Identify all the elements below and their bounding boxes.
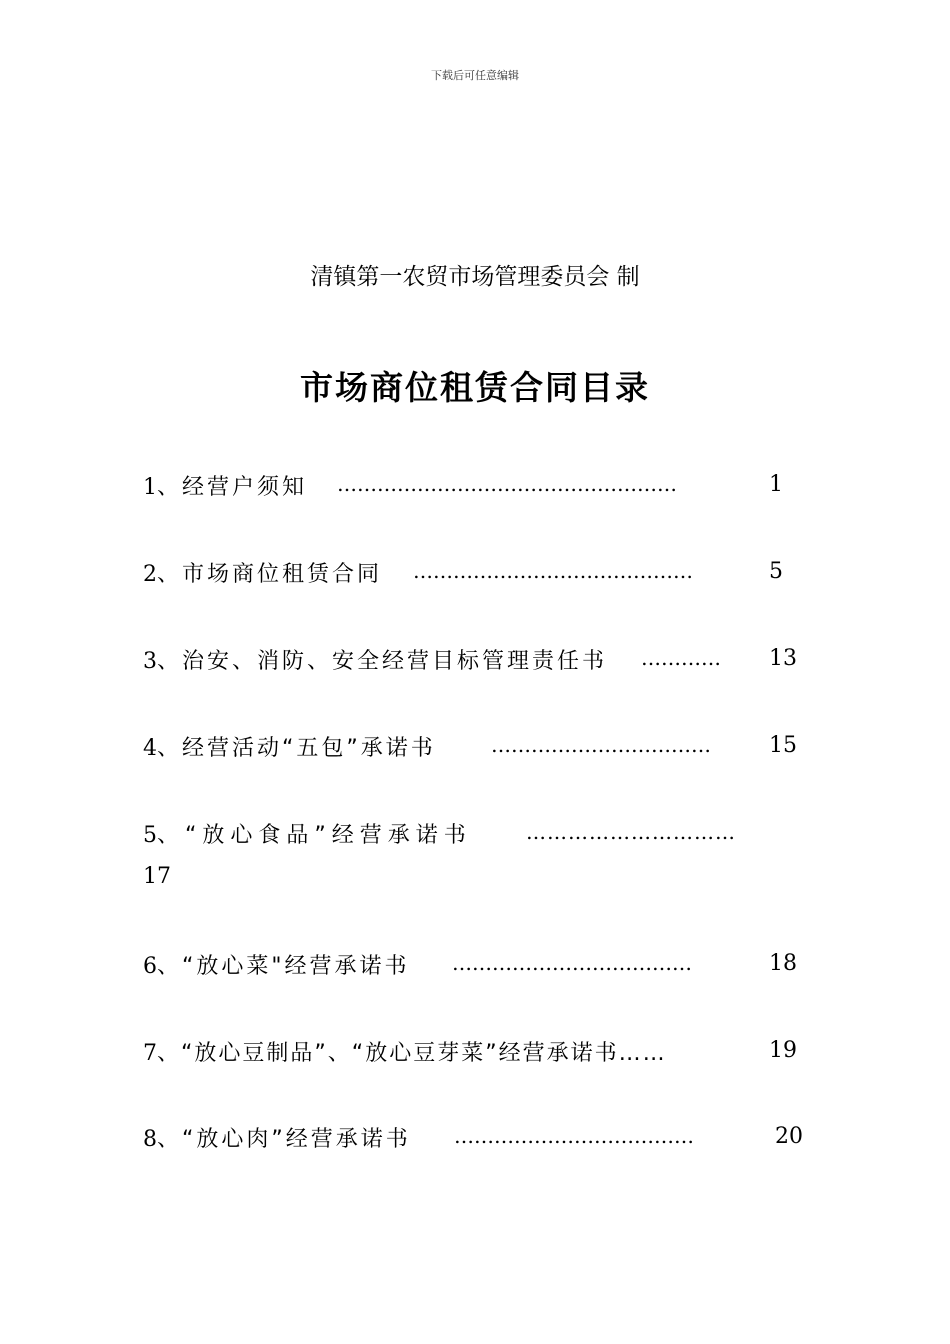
toc-entry-text: 、治安、消防、安全经营目标管理责任书 [157,649,608,674]
toc-page-number: 17 [143,864,171,889]
toc-entry-number: 2 [143,562,157,587]
toc-page-number: 5 [769,559,783,584]
toc-leader: …………………………………………… [337,472,677,496]
toc-entry-number: 7 [143,1041,157,1066]
toc-entry-number: 8 [143,1127,157,1152]
toc-entry-8 [143,1122,411,1162]
toc-leader: ………………………… [526,820,736,844]
toc-entry-5 [143,818,472,858]
toc-page-number: 13 [769,646,797,671]
toc-entry-6 [143,949,410,989]
toc-entry-number: 5 [143,823,157,848]
header-note: 下载后可任意编辑 [431,69,519,82]
toc-entry-text: 、“放心食品”经营承诺书 [157,823,472,848]
toc-entry-number: 6 [143,954,157,979]
toc-page-number: 18 [769,951,797,976]
toc-entry-text: 、经营户须知 [157,475,308,500]
toc-entry-text: 、经营活动“五包”承诺书 [157,736,436,761]
toc-entry-7 [143,1036,667,1076]
toc-entry-text: 、“放心豆制品”、“放心豆芽菜”经营承诺书…… [157,1041,667,1066]
toc-entry-text: 、“放心菜"经营承诺书 [157,954,410,979]
toc-leader: ……………………………… [454,1124,694,1148]
toc-leader: ………… [641,646,721,670]
toc-page-number: 20 [775,1124,803,1149]
toc-entry-2 [143,557,382,597]
toc-page-number: 1 [769,472,783,497]
toc-entry-3 [143,644,607,684]
toc-leader: …………………………………… [413,559,693,583]
toc-entry-number: 4 [143,736,157,761]
toc-page-number: 19 [769,1038,797,1063]
toc-entry-text: 、“放心肉”经营承诺书 [157,1127,411,1152]
toc-entry-number: 3 [143,649,157,674]
toc-entry-text: 、市场商位租赁合同 [157,562,383,587]
toc-entry-1 [143,470,307,510]
toc-entry-4 [143,731,436,771]
document-title: 市场商位租赁合同目录 [300,368,650,407]
issuer-line: 清镇第一农贸市场管理委员会 制 [310,264,640,290]
toc-leader: …………………………… [491,733,711,757]
toc-entry-number: 1 [143,475,157,500]
toc-page-number: 15 [769,733,797,758]
toc-leader: ……………………………… [452,951,692,975]
